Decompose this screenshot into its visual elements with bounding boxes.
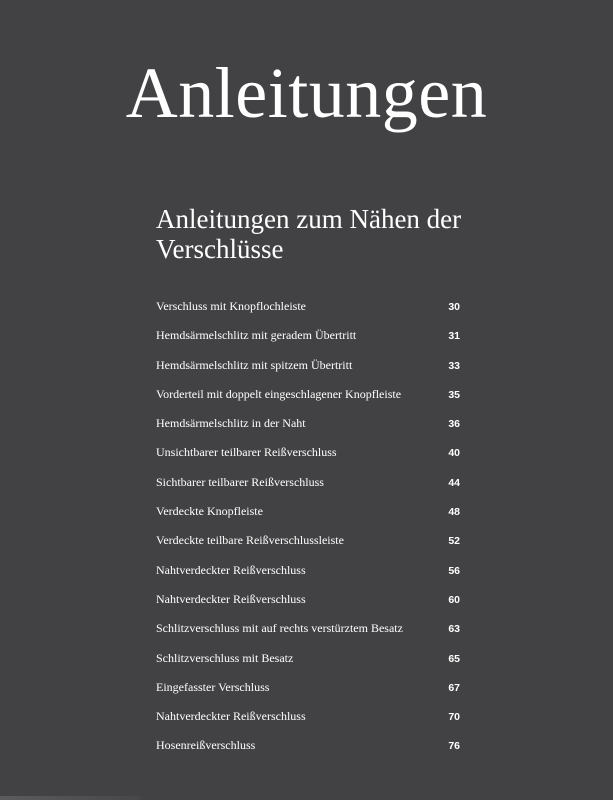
toc-entry-label: Unsichtbarer teilbarer Reißverschluss [156,445,337,460]
toc-entry-page-number: 60 [448,593,460,606]
toc-entry[interactable] [156,321,460,350]
toc-entry-label: Verschluss mit Knopflochleiste [156,299,306,313]
toc-entry-label: Hemdsärmelschlitz mit spitzem Übertritt [156,357,353,372]
page-title: Anleitungen [125,53,488,133]
toc-entry[interactable] [156,380,460,409]
toc-entry-page-number: 63 [448,623,460,636]
toc-entry[interactable] [156,409,460,438]
toc-entry[interactable] [156,614,460,643]
section-title: Anleitungen zum Nähen der Verschlüsse [156,204,462,264]
toc-entry-label: Vorderteil mit doppelt eingeschlagener Knopfleiste [156,386,402,401]
toc-entry-page-number: 36 [448,418,460,431]
toc-entry-label: Nahtverdeckter Reißverschluss [156,709,306,724]
table-of-contents [156,292,460,761]
toc-entry-label: Eingefasster Verschluss [156,679,270,694]
toc-entry[interactable] [156,526,460,555]
toc-entry-label: Verdeckte teilbare Reißverschlussleiste [156,533,344,548]
toc-entry-label: Hemdsärmelschlitz in der Naht [156,416,306,431]
toc-entry[interactable] [156,292,460,321]
toc-entry-label: Nahtverdeckter Reißverschluss [156,591,306,606]
toc-entry[interactable] [156,438,460,467]
toc-entry-page-number: 65 [448,652,460,665]
toc-entry-page-number: 31 [448,330,460,343]
toc-entry-label: Hemdsärmelschlitz mit geradem Übertritt [156,328,357,343]
toc-entry-label: Sichtbarer teilbarer Reißverschluss [156,474,324,489]
toc-entry-page-number: 76 [448,740,460,753]
toc-entry-page-number: 33 [448,359,460,372]
toc-entry-page-number: 70 [448,711,460,724]
toc-entry-page-number: 30 [448,301,460,313]
toc-entry[interactable] [156,468,460,497]
toc-entry[interactable] [156,673,460,702]
toc-entry[interactable] [156,585,460,614]
toc-entry[interactable] [156,644,460,673]
toc-entry-label: Schlitzverschluss mit Besatz [156,650,294,665]
page-edge-shadow [0,796,140,800]
toc-entry-label: Verdeckte Knopfleiste [156,504,263,519]
toc-entry[interactable] [156,556,460,585]
toc-entry[interactable] [156,731,460,760]
toc-entry[interactable] [156,497,460,526]
toc-entry-page-number: 48 [448,506,460,519]
toc-entry-label: Schlitzverschluss mit auf rechts verstürztem Besatz [156,621,403,636]
toc-entry[interactable] [156,351,460,380]
toc-entry-page-number: 40 [448,447,460,460]
toc-entry-page-number: 67 [448,681,460,694]
toc-entry-label: Nahtverdeckter Reißverschluss [156,562,306,577]
toc-entry-page-number: 52 [448,535,460,548]
toc-entry-label: Hosenreißverschluss [156,738,256,753]
toc-entry-page-number: 56 [448,564,460,577]
toc-entry-page-number: 35 [448,388,460,401]
toc-entry[interactable] [156,702,460,731]
toc-entry-page-number: 44 [448,476,460,489]
